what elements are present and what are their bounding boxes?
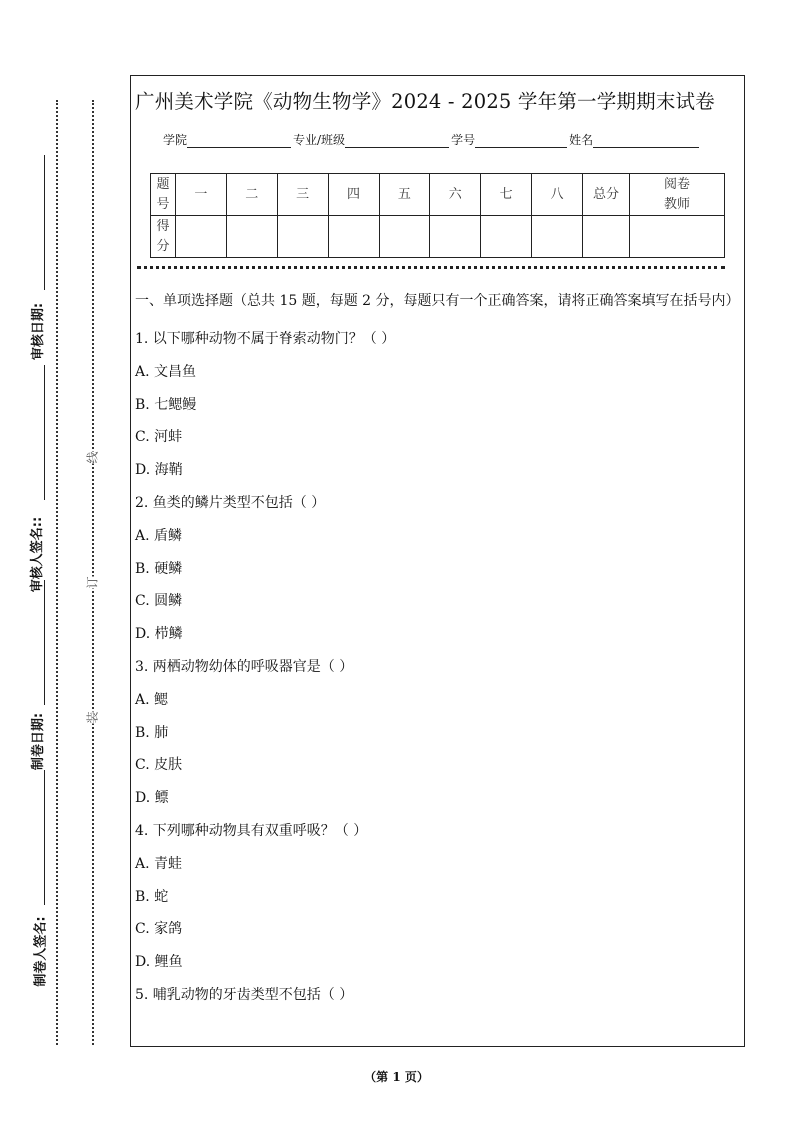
answer-option: C. 皮肤 bbox=[135, 757, 183, 774]
reviewer-signature-line bbox=[44, 365, 45, 500]
answer-option: D. 海鞘 bbox=[135, 462, 183, 479]
score-table-score-row bbox=[151, 216, 725, 258]
compiler-signature-line bbox=[44, 770, 45, 905]
score-cell[interactable] bbox=[532, 216, 583, 258]
col-total: 总分 bbox=[583, 174, 630, 216]
answer-option: A. 盾鳞 bbox=[135, 527, 183, 544]
question-stem: 5. 哺乳动物的牙齿类型不包括（ ） bbox=[135, 986, 354, 1003]
section-heading: 一、单项选择题（总共 15 题，每题 2 分，每题只有一个正确答案，请将正确答案填写在括号内） bbox=[135, 293, 740, 309]
name-field[interactable] bbox=[593, 133, 699, 148]
student-id-field[interactable] bbox=[475, 133, 567, 148]
exam-title: 广州美术学院《动物生物学》2024 - 2025 学年第一学期期末试卷 bbox=[135, 90, 715, 113]
answer-option: B. 蛇 bbox=[135, 888, 169, 905]
col-7: 七 bbox=[481, 174, 532, 216]
col-3: 三 bbox=[277, 174, 328, 216]
review-date-line bbox=[44, 155, 45, 290]
question-stem: 4. 下列哪种动物具有双重呼吸？（ ） bbox=[135, 822, 368, 839]
page-number: （第 1 页） bbox=[364, 1070, 429, 1084]
college-field[interactable] bbox=[187, 133, 291, 148]
dotted-divider bbox=[137, 266, 725, 269]
college-label: 学院 bbox=[163, 133, 188, 147]
question-number-label: 题 号 bbox=[151, 174, 176, 216]
review-date-label: 审核日期: bbox=[31, 302, 47, 361]
answer-option: D. 栉鳞 bbox=[135, 626, 183, 643]
grader-cell[interactable] bbox=[630, 216, 725, 258]
score-cell[interactable] bbox=[430, 216, 481, 258]
answer-option: A. 鳃 bbox=[135, 691, 169, 708]
section-single-choice bbox=[135, 290, 740, 1012]
compile-date-label: 制卷日期: bbox=[31, 712, 47, 771]
col-8: 八 bbox=[532, 174, 583, 216]
answer-option: D. 鲤鱼 bbox=[135, 954, 183, 971]
answer-option: B. 七鳃鳗 bbox=[135, 396, 197, 413]
question-list bbox=[135, 323, 740, 1012]
student-info-row bbox=[163, 131, 701, 148]
answer-option: C. 圆鳞 bbox=[135, 593, 183, 610]
score-table bbox=[150, 173, 725, 258]
score-label: 得 分 bbox=[151, 216, 176, 258]
binding-mark-line: 线 bbox=[82, 451, 103, 463]
score-cell[interactable] bbox=[226, 216, 277, 258]
compiler-signature-label: 制卷人签名: bbox=[33, 916, 49, 987]
answer-option: C. 河蚌 bbox=[135, 429, 183, 446]
answer-option: A. 文昌鱼 bbox=[135, 363, 197, 380]
score-table-header-row bbox=[151, 174, 725, 216]
question-stem: 1. 以下哪种动物不属于脊索动物门？（ ） bbox=[135, 331, 396, 347]
col-1: 一 bbox=[176, 174, 227, 216]
score-cell[interactable] bbox=[481, 216, 532, 258]
col-2: 二 bbox=[226, 174, 277, 216]
col-grader: 阅卷 教师 bbox=[630, 174, 725, 216]
col-5: 五 bbox=[379, 174, 430, 216]
reviewer-signature-label: 审核人签名:: bbox=[30, 516, 46, 593]
compile-date-line bbox=[44, 580, 45, 705]
score-cell[interactable] bbox=[277, 216, 328, 258]
score-cell[interactable] bbox=[176, 216, 227, 258]
binding-dotted-line-outer bbox=[56, 100, 58, 1045]
answer-option: D. 鳔 bbox=[135, 790, 169, 807]
total-score-cell[interactable] bbox=[583, 216, 630, 258]
col-6: 六 bbox=[430, 174, 481, 216]
answer-option: B. 肺 bbox=[135, 724, 169, 741]
question-stem: 3. 两栖动物幼体的呼吸器官是（ ） bbox=[135, 658, 354, 675]
binding-mark-staple: 订 bbox=[82, 576, 103, 588]
binding-dotted-line-inner bbox=[92, 100, 94, 1045]
col-4: 四 bbox=[328, 174, 379, 216]
binding-mark-bind: 装 bbox=[82, 711, 103, 723]
major-class-label: 专业/班级 bbox=[293, 133, 346, 147]
name-label: 姓名 bbox=[569, 133, 594, 147]
student-id-label: 学号 bbox=[451, 133, 476, 147]
major-class-field[interactable] bbox=[345, 133, 449, 148]
question-stem: 2. 鱼类的鳞片类型不包括（ ） bbox=[135, 494, 326, 511]
answer-option: C. 家鸽 bbox=[135, 921, 183, 938]
answer-option: B. 硬鳞 bbox=[135, 560, 183, 577]
score-cell[interactable] bbox=[328, 216, 379, 258]
score-cell[interactable] bbox=[379, 216, 430, 258]
answer-option: A. 青蛙 bbox=[135, 855, 183, 872]
